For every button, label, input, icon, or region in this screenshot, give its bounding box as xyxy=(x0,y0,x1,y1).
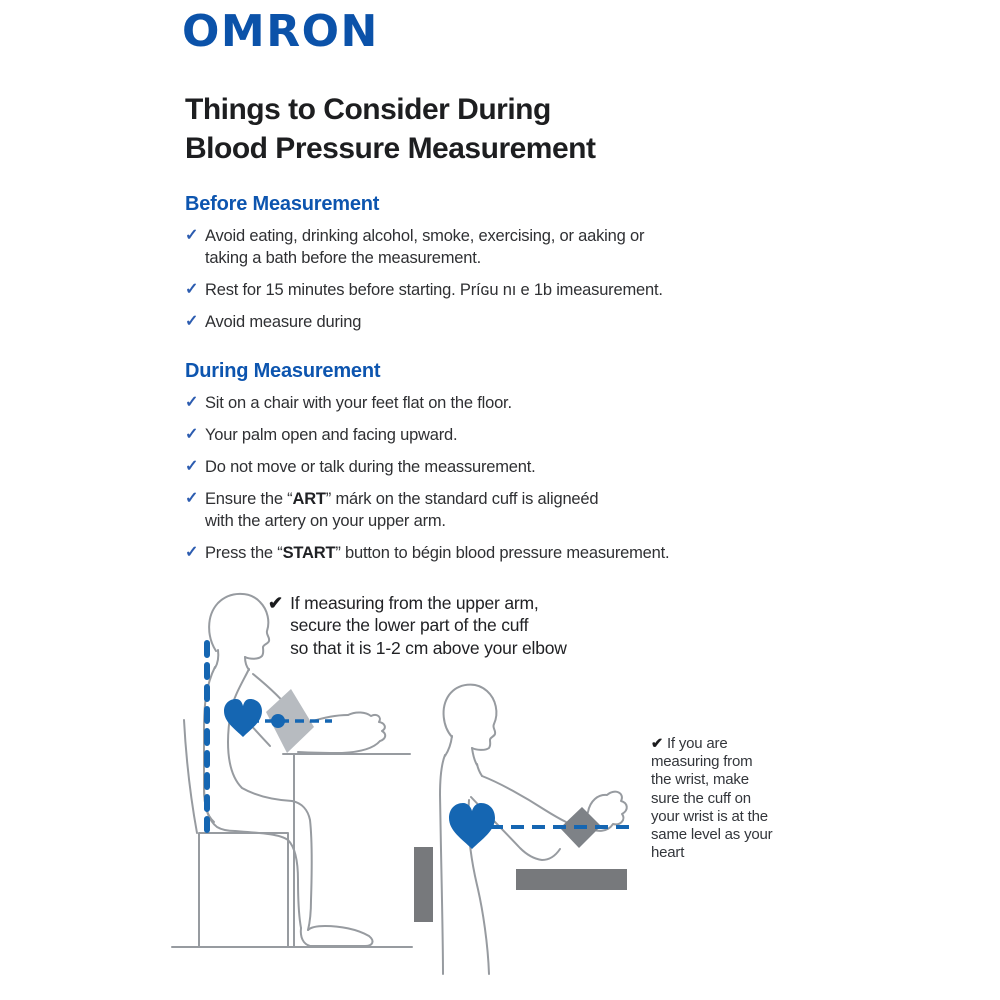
checkmark-icon: ✔ xyxy=(651,736,663,752)
section-during-measurement xyxy=(185,360,715,574)
chair-back-block xyxy=(414,847,433,922)
person-neck xyxy=(215,650,249,670)
upper-arm-note-text: If measuring from the upper arm, secure the lower part of the cuff so that it is 1-2 cm above your elbow xyxy=(290,593,567,658)
list-item xyxy=(185,225,715,269)
section-before-measurement xyxy=(185,193,715,343)
list-item-text: Rest for 15 minutes before starting. Príɢu nı e 1b imeasurement. xyxy=(205,281,663,299)
list-item xyxy=(185,542,715,564)
checkmark-icon: ✓ xyxy=(185,394,199,411)
list-item-text: Do not move or talk during the meassurement. xyxy=(205,458,536,476)
wrist-note-line: sure the cuff on xyxy=(651,789,751,807)
heart-icon xyxy=(449,803,495,849)
stool xyxy=(199,833,288,947)
list-item-text: Avoid measure during xyxy=(205,313,362,331)
upper-arm-note xyxy=(268,592,567,659)
person-calf xyxy=(235,831,301,928)
during-measurement-heading: During Measurement xyxy=(185,360,381,382)
wrist-note-line: measuring from xyxy=(651,753,753,771)
list-item xyxy=(185,279,715,301)
person-neck xyxy=(445,736,477,765)
checkmark-icon: ✓ xyxy=(185,227,199,244)
checkmark-icon: ✓ xyxy=(185,426,199,443)
list-item-text: Press the “START” button to bégin blood pressure measurement. xyxy=(205,544,670,562)
person-thigh xyxy=(228,742,292,801)
wrist-note-line: the wrist, make xyxy=(651,771,749,789)
cuff-alignment-dot xyxy=(271,714,285,728)
list-item xyxy=(185,311,715,333)
checkmark-icon: ✓ xyxy=(185,313,199,330)
list-item xyxy=(185,456,715,478)
list-item-text: Ensure the “ART” márk on the standard cuff is aligneéd with the artery on your upper arm. xyxy=(205,490,599,530)
list-item xyxy=(185,392,715,414)
wrist-note-line: your wrist is at the xyxy=(651,807,768,825)
before-measurement-list xyxy=(185,225,715,333)
before-measurement-heading: Before Measurement xyxy=(185,193,380,215)
start-button-label: START xyxy=(282,544,336,562)
arm-rest-bench xyxy=(516,869,627,890)
person-foot xyxy=(301,926,373,946)
title-line-1: Things to Consider During xyxy=(185,93,551,126)
wrist-note-line: same level as your xyxy=(651,826,773,844)
checkmark-icon: ✓ xyxy=(185,458,199,475)
chair-backrest xyxy=(184,720,197,833)
person-back xyxy=(440,755,445,974)
checkmark-icon: ✓ xyxy=(185,281,199,298)
person-hand xyxy=(342,712,385,753)
title-line-2: Blood Pressure Measurement xyxy=(185,132,596,165)
person-front xyxy=(468,764,489,974)
omron-logo: OMRON xyxy=(182,6,379,57)
during-measurement-list xyxy=(185,392,715,564)
checkmark-icon: ✓ xyxy=(185,490,199,507)
checkmark-icon: ✓ xyxy=(185,544,199,561)
wrist-note-line: heart xyxy=(651,844,685,862)
list-item xyxy=(185,488,715,532)
list-item-text: Sit on a chair with your feet flat on the floor. xyxy=(205,394,512,412)
page-title xyxy=(185,90,595,168)
table xyxy=(283,754,410,946)
list-item xyxy=(185,424,715,446)
list-item-text: Your palm open and facing upward. xyxy=(205,426,458,444)
checkmark-icon: ✔ xyxy=(268,593,284,613)
list-item-text: Avoid eating, drinking alcohol, smoke, exercising, or aaking or taking a bath before the measurement. xyxy=(205,227,645,267)
wrist-note-line: ✔ If you are xyxy=(651,735,728,752)
wrist-note xyxy=(651,735,806,862)
art-mark-label: ART xyxy=(292,490,326,508)
